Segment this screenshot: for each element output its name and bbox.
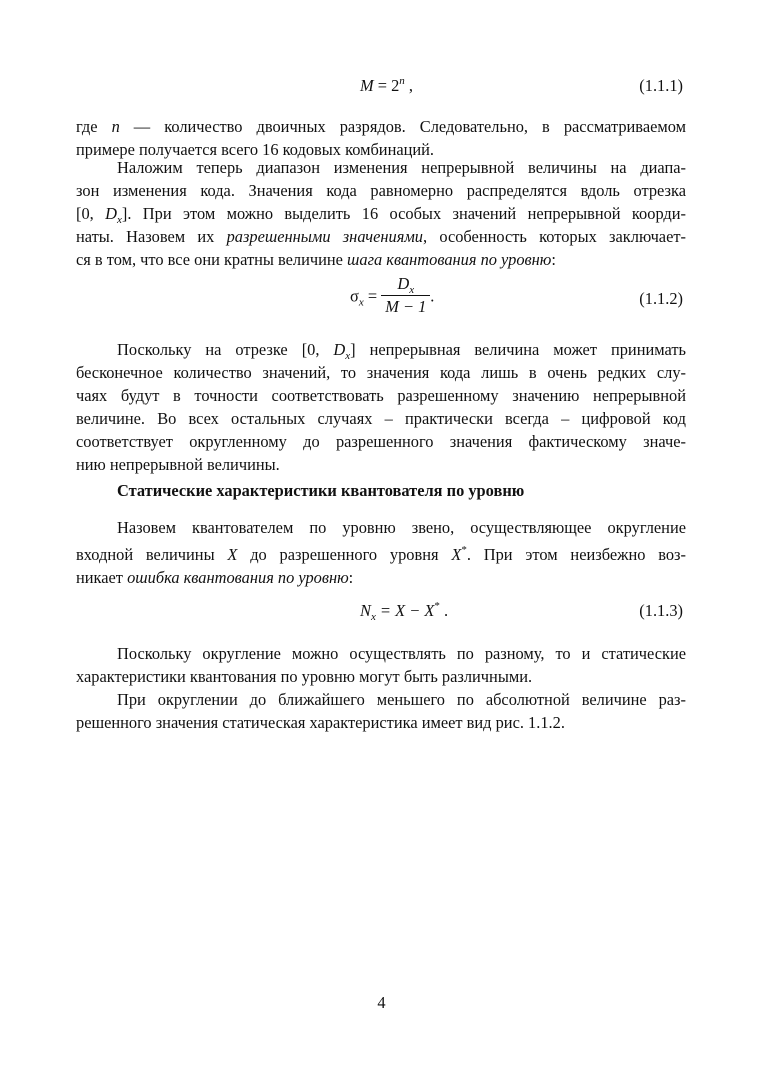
paragraph-3: Поскольку на отрезке [0, $D_x$] непрерывная величина может принимать бесконечное количество значений, то значения кода лишь в очень редких слу- чаях будут в точности соответствовать разрешенному значению непрерывной величине. Во всех остальных случаях – практически всегда – цифровой код соответствует округленному до разрешенного значения фактическому значе- нию непрерывной величины. <box>76 340 686 474</box>
fraction: $\frac{D_x}{M - 1}$ <box>381 273 430 318</box>
page-number: 4 <box>377 993 386 1012</box>
paragraph-1: где n — количество двоичных разрядов. Следовательно, в рассматриваемом примере получается всего 16 кодовых комбинаций. <box>76 117 686 159</box>
paragraph-2: Наложим теперь диапазон изменения непрерывной величины на диапа- зон изменения кода. Значения кода равномерно распределятся вдоль отрезка [0, $D_x$]. При этом можно выделить 16 особых значений непрерывной коорди- наты. Назовем их разрешенными значениями, особенность которых заключает- ся в том, что все они кратны величине шага квантования по уровню: <box>76 158 686 269</box>
formula-number: (1.1.1) <box>639 76 683 95</box>
formula-expression: $N_x = X - X^*$ . <box>360 600 449 623</box>
paragraph-5: Поскольку округление можно осуществлять по разному, то и статические характеристики квантования по уровню могут быть различными. <box>76 644 686 686</box>
paragraph-4: Назовем квантователем по уровню звено, осуществляющее округление входной величины X до разрешенного уровня X*. При этом неизбежно воз- никает ошибка квантования по уровню: <box>76 518 686 587</box>
formula-number: (1.1.3) <box>639 601 683 620</box>
formula-expression: $\sigma_x$ = $\frac{D_x}{M - 1}$ . <box>350 274 435 316</box>
paragraph-6: При округлении до ближайшего меньшего по абсолютной величине раз- решенного значения статическая характеристика имеет вид рис. 1.1.2. <box>76 690 686 732</box>
formula-expression: $M = 2^n$ , <box>360 75 413 95</box>
formula-number: (1.1.2) <box>639 289 683 308</box>
section-heading: Статические характеристики квантователя по уровню <box>117 481 525 500</box>
